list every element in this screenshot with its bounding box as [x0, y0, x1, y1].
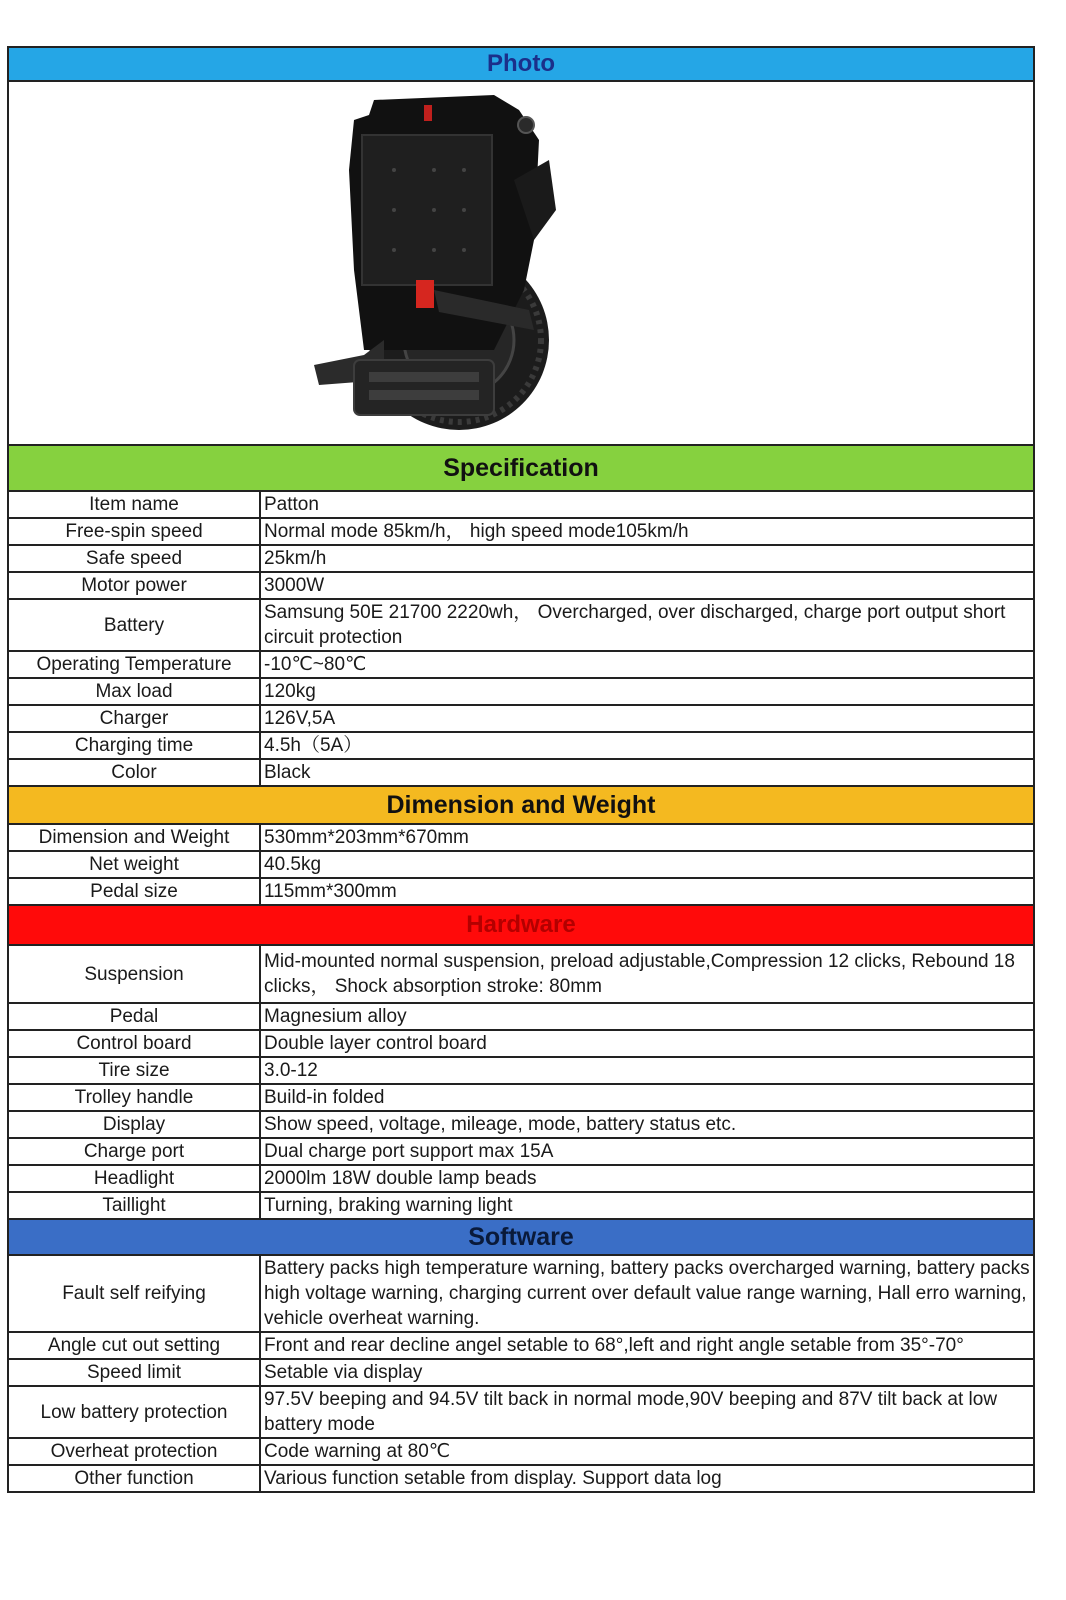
row-label: Item name: [9, 492, 260, 518]
table-row: [9, 651, 1033, 678]
row-value: Mid-mounted normal suspension, preload adjustable,Compression 12 clicks, Rebound 18 clicks， Shock absorption stroke: 80mm: [260, 946, 1033, 1003]
row-label: Angle cut out setting: [9, 1332, 260, 1359]
row-value: Normal mode 85km/h， high speed mode105km/h: [260, 518, 1033, 545]
table-row: [9, 1332, 1033, 1359]
row-value: Dual charge port support max 15A: [260, 1138, 1033, 1165]
table-row: [9, 1030, 1033, 1057]
specification-table: [9, 492, 1033, 785]
table-row: [9, 1165, 1033, 1192]
table-row: [9, 878, 1033, 904]
row-value: 3.0-12: [260, 1057, 1033, 1084]
row-label: Charger: [9, 705, 260, 732]
row-label: Display: [9, 1111, 260, 1138]
row-value: 97.5V beeping and 94.5V tilt back in normal mode,90V beeping and 87V tilt back at low battery mode: [260, 1386, 1033, 1438]
specification-header: Specification: [9, 446, 1033, 492]
row-label: Other function: [9, 1465, 260, 1491]
row-label: Operating Temperature: [9, 651, 260, 678]
row-value: 2000lm 18W double lamp beads: [260, 1165, 1033, 1192]
table-row: [9, 1111, 1033, 1138]
table-row: [9, 1465, 1033, 1491]
row-label: Charging time: [9, 732, 260, 759]
table-row: [9, 678, 1033, 705]
row-value: Build-in folded: [260, 1084, 1033, 1111]
table-row: [9, 572, 1033, 599]
row-label: Net weight: [9, 851, 260, 878]
table-row: [9, 946, 1033, 1003]
row-value: 25km/h: [260, 545, 1033, 572]
row-label: Fault self reifying: [9, 1256, 260, 1332]
table-row: [9, 732, 1033, 759]
table-row: [9, 1138, 1033, 1165]
table-row: [9, 518, 1033, 545]
table-row: [9, 492, 1033, 518]
row-label: Overheat protection: [9, 1438, 260, 1465]
dimension-table: [9, 825, 1033, 904]
table-row: [9, 1192, 1033, 1218]
table-row: [9, 599, 1033, 651]
table-row: [9, 545, 1033, 572]
dimension-header: Dimension and Weight: [9, 785, 1033, 825]
photo-header: Photo: [9, 48, 1033, 82]
row-label: Color: [9, 759, 260, 785]
row-value: 3000W: [260, 572, 1033, 599]
table-row: [9, 1256, 1033, 1332]
row-value: 115mm*300mm: [264, 881, 397, 902]
row-label: Free-spin speed: [9, 518, 260, 545]
row-label: Control board: [9, 1030, 260, 1057]
row-label: Charge port: [9, 1138, 260, 1165]
row-label: Motor power: [9, 572, 260, 599]
row-label: Headlight: [9, 1165, 260, 1192]
table-row: [9, 1438, 1033, 1465]
row-value: Battery packs high temperature warning, battery packs overcharged warning, battery packs high voltage warning, charging current over default value range warning, Hall erro warning, vehicle overheat warning.: [260, 1256, 1033, 1332]
table-row: [9, 851, 1033, 878]
unicycle-image: [294, 90, 564, 430]
row-label: Max load: [9, 678, 260, 705]
row-value: Setable via display: [260, 1359, 1033, 1386]
row-value: Samsung 50E 21700 2220wh， Overcharged, over discharged, charge port output short circuit protection: [260, 599, 1033, 651]
row-value: 530mm*203mm*670mm: [260, 825, 1033, 851]
software-table: [9, 1256, 1033, 1491]
table-row: [9, 1386, 1033, 1438]
row-label: Suspension: [9, 946, 260, 1003]
table-row: [9, 705, 1033, 732]
row-label: Safe speed: [9, 545, 260, 572]
row-value: 126V,5A: [260, 705, 1033, 732]
product-photo-cell: [9, 82, 1033, 446]
table-row: [9, 1057, 1033, 1084]
row-value: Show speed, voltage, mileage, mode, battery status etc.: [260, 1111, 1033, 1138]
table-row: [9, 1359, 1033, 1386]
row-value: 120kg: [260, 678, 1033, 705]
table-row: [9, 825, 1033, 851]
row-value: Double layer control board: [260, 1030, 1033, 1057]
row-value: Black: [264, 762, 311, 783]
row-label: Trolley handle: [9, 1084, 260, 1111]
row-value: -10℃~80℃: [260, 651, 1033, 678]
hardware-header: Hardware: [9, 904, 1033, 946]
row-label: Taillight: [9, 1192, 260, 1218]
row-value: Magnesium alloy: [260, 1003, 1033, 1030]
table-row: [9, 1003, 1033, 1030]
row-label: Pedal size: [9, 878, 260, 904]
row-value: 4.5h（5A）: [260, 732, 1033, 759]
row-label: Pedal: [9, 1003, 260, 1030]
row-value: Patton: [260, 492, 1033, 518]
table-row: [9, 1084, 1033, 1111]
row-value: Turning, braking warning light: [264, 1195, 513, 1216]
row-label: Tire size: [9, 1057, 260, 1084]
row-value: Code warning at 80℃: [260, 1438, 1033, 1465]
row-label: Dimension and Weight: [9, 825, 260, 851]
table-row: [9, 759, 1033, 785]
hardware-table: [9, 946, 1033, 1218]
row-label: Speed limit: [9, 1359, 260, 1386]
spec-sheet: [7, 46, 1035, 1493]
row-label: Low battery protection: [9, 1386, 260, 1438]
software-header: Software: [9, 1218, 1033, 1256]
row-value: 40.5kg: [260, 851, 1033, 878]
row-label: Battery: [9, 599, 260, 651]
row-value: Various function setable from display. Support data log: [264, 1468, 722, 1489]
row-value: Front and rear decline angel setable to 68°,left and right angle setable from 35°-70°: [260, 1332, 1033, 1359]
